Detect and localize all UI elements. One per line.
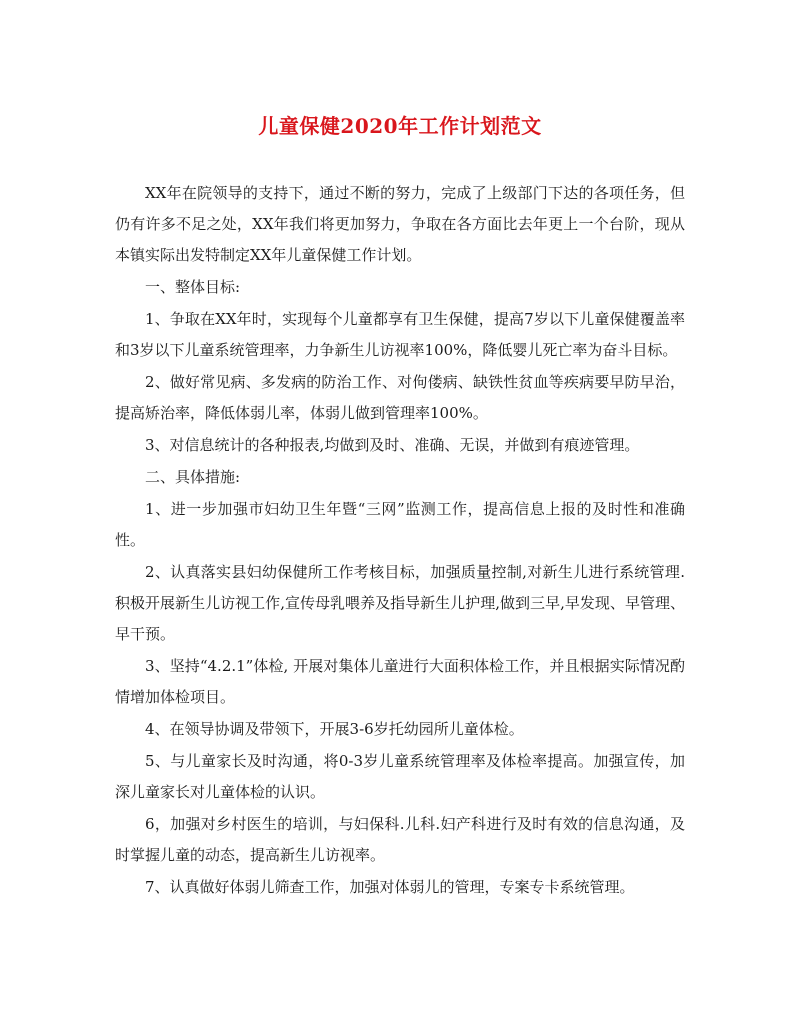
paragraph-intro: XX年在院领导的支持下，通过不断的努力，完成了上级部门下达的各项任务，但仍有许多不足之处，XX年我们将更加努力，争取在各方面比去年更上一个台阶，现从本镇实际出发特制定XX年儿童保健工作计划。 [115, 184, 685, 264]
paragraph-measure-5: 5、与儿童家长及时沟通，将0-3岁儿童系统管理率及体检率提高。加强宣传，加深儿童家长对儿童体检的认识。 [115, 752, 685, 801]
heading-specific-measures: 二、具体措施: [145, 468, 241, 486]
paragraph-measure-3: 3、坚持“4.2.1”体检, 开展对集体儿童进行大面积体检工作，并且根据实际情况酌情增加体检项目。 [115, 657, 685, 706]
paragraph-measure-1: 1、进一步加强市妇幼卫生年暨“三网”监测工作，提高信息上报的及时性和准确性。 [115, 500, 685, 549]
paragraph-measure-4: 4、在领导协调及带领下，开展3-6岁托幼园所儿童体检。 [145, 720, 524, 738]
paragraph-measure-7: 7、认真做好体弱儿筛查工作，加强对体弱儿的管理，专案专卡系统管理。 [145, 878, 635, 896]
document-title: 儿童保健2020年工作计划范文 [258, 114, 542, 138]
paragraph-goal-2: 2、做好常见病、多发病的防治工作、对佝偻病、缺铁性贫血等疾病要早防早治，提高矫治率，降低体弱儿率，体弱儿做到管理率100%。 [115, 373, 685, 422]
paragraph-measure-6: 6，加强对乡村医生的培训，与妇保科.儿科.妇产科进行及时有效的信息沟通，及时掌握儿童的动态，提高新生儿访视率。 [115, 815, 685, 864]
heading-overall-goals: 一、整体目标: [145, 278, 241, 296]
document-body [115, 178, 685, 904]
paragraph-goal-1: 1、争取在XX年时，实现每个儿童都享有卫生保健，提高7岁以下儿童保健覆盖率和3岁以下儿童系统管理率，力争新生儿访视率100%，降低婴儿死亡率为奋斗目标。 [115, 310, 685, 359]
paragraph-goal-3: 3、对信息统计的各种报表,均做到及时、准确、无误，并做到有痕迹管理。 [145, 436, 640, 454]
paragraph-measure-2: 2、认真落实县妇幼保健所工作考核目标，加强质量控制,对新生儿进行系统管理.积极开展新生儿访视工作,宣传母乳喂养及指导新生儿护理,做到三早,早发现、早管理、早干预。 [115, 563, 685, 643]
